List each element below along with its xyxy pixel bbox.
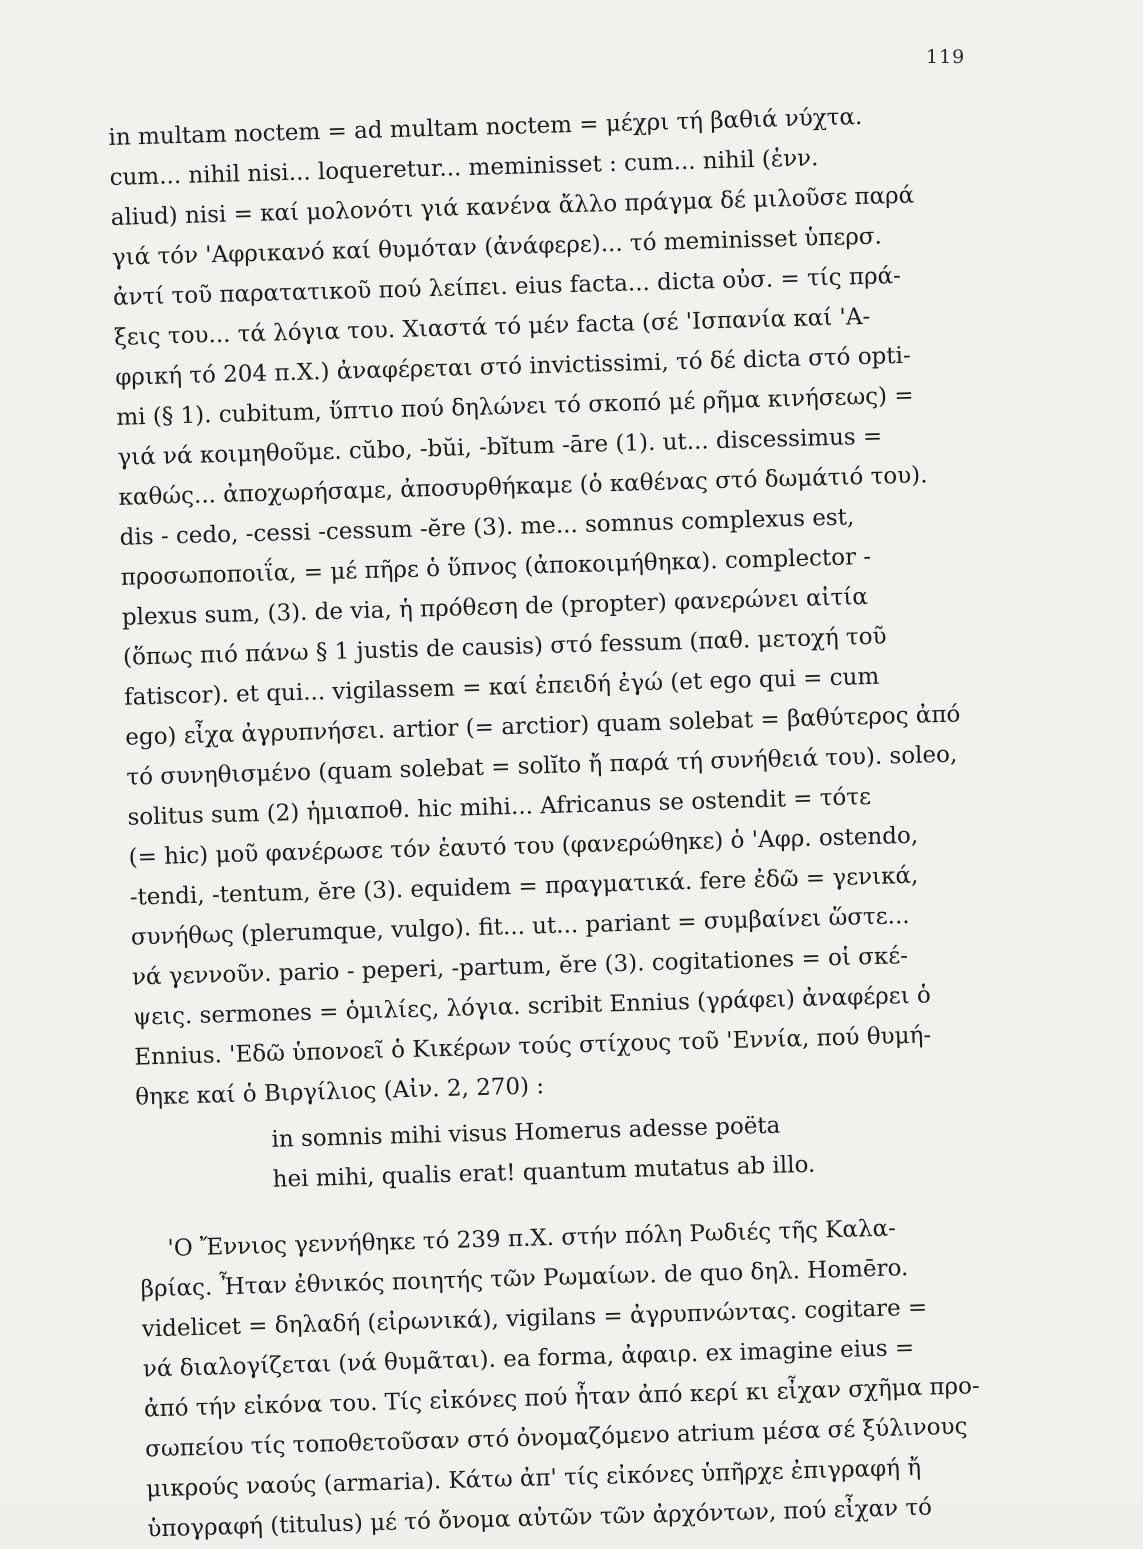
body-text bbox=[108, 93, 1036, 1549]
text-line: γιά νά κοιμηθοῦμε. cŭbo, -bŭi, -bĭtum -āre (1). ut... discessimus = bbox=[117, 423, 883, 471]
verse-line: hei mihi, qualis erat! quantum mutatus ab illo. bbox=[272, 1151, 816, 1193]
verse-line: in somnis mihi visus Homerus adesse poëta bbox=[271, 1112, 781, 1153]
text-line: dis - cedo, -cessi -cessum -ĕre (3). me... somnus complexus est, bbox=[119, 504, 855, 551]
text-line: συνήθως (plerumque, vulgo). fit... ut... pariant = συμβαίνει ὥστε... bbox=[130, 902, 910, 951]
text-line: aliud) nisi = καί μολονότι γιά κανένα ἄλλο πράγμα δέ μιλοῦσε παρά bbox=[110, 182, 915, 231]
text-line: μικρούς ναούς (armaria). Κάτω ἀπ' τίς εἰκόνες ὑπῆρχε ἐπιγραφή ἤ bbox=[145, 1454, 922, 1503]
text-line: ὑπογραφή (titulus) μέ τό ὄνομα αὐτῶν τῶν ἀρχόντων, πού εἶχαν τό bbox=[147, 1494, 933, 1543]
text-line: ἀντί τοῦ παρατατικοῦ πού λείπει. eius facta... dicta οὐσ. = τίς πρά- bbox=[112, 262, 902, 311]
text-line: (ὅπως πιό πάνω § 1 justis de causis) στό fessum (παθ. μετοχή τοῦ bbox=[122, 623, 887, 671]
text-line: ego) εἶχα ἀγρυπνήσει. artior (= arctior) quam solebat = βαθύτερος ἀπό bbox=[124, 701, 961, 751]
text-line: βρίας. Ἦταν ἐθνικός ποιητής τῶν Ρωμαίων. de quo δηλ. Homēro. bbox=[140, 1255, 909, 1303]
text-line: φρική τό 204 π.Χ.) ἀναφέρεται στό invictissimi, τό δέ dicta στό opti- bbox=[114, 342, 912, 391]
text-line: plexus sum, (3). de via, ἡ πρόθεση de (propter) φανερώνει αἰτία bbox=[121, 583, 869, 631]
text-line: ψεις. sermones = ὁμιλίες, λόγια. scribit Ennius (γράφει) ἀναφέρει ὁ bbox=[132, 982, 932, 1031]
text-line: σωπείου τίς τοποθετοῦσαν στό ὀνομαζόμενο atrium μέσα σέ ξύλινους bbox=[144, 1413, 968, 1463]
text-line: in multam noctem = ad multam noctem = μέχρι τή βαθιά νύχτα. bbox=[108, 103, 863, 151]
text-line: solitus sum (2) ἡμιαποθ. hic mihi... Africanus se ostendit = τότε bbox=[127, 783, 872, 831]
text-line: 'Ο Ἔννιος γεννήθηκε τό 239 π.Χ. στήν πόλη Ρωδιές τῆς Καλα- bbox=[167, 1215, 897, 1262]
text-line: νά διαλογίζεται (νά θυμᾶται). ea forma, ἀφαιρ. ex imagine eius = bbox=[142, 1334, 915, 1383]
ennius-paragraph bbox=[139, 1205, 1036, 1549]
text-line: γιά τόν 'Αφρικανό καί θυμόταν (ἀνάφερε)... τό meminisset ὑπερσ. bbox=[111, 223, 883, 271]
verse-quote bbox=[136, 1099, 1026, 1204]
text-line: Ennius. 'Εδῶ ὑπονοεῖ ὁ Κικέρων τούς στίχους τοῦ 'Εννία, πού θυμή- bbox=[133, 1022, 932, 1071]
text-line: νά γεννοῦν. pario - peperi, -partum, ĕre (3). cogitationes = οἱ σκέ- bbox=[131, 942, 909, 991]
text-line: fatiscor). et qui... vigilassem = καί ἐπειδή ἐγώ (et ego qui = cum bbox=[123, 663, 880, 711]
text-line: videlicet = δηλαδή (εἰρωνικά), vigilans = ἀγρυπνώντας. cogitare = bbox=[141, 1294, 928, 1343]
text-line: προσωποποιΐα, = μέ πῆρε ὁ ὕπνος (ἀποκοιμήθηκα). complector - bbox=[120, 543, 872, 591]
text-line: -tendi, -tentum, ĕre (3). equidem = πραγματικά. fere ἐδῶ = γενικά, bbox=[129, 862, 919, 911]
text-line: (= hic) μοῦ φανέρωσε τόν ἑαυτό του (φανερώθηκε) ὁ 'Αφρ. ostendo, bbox=[128, 822, 919, 871]
text-line: cum... nihil nisi... loqueretur... meminisset : cum... nihil (ἐνν. bbox=[109, 145, 819, 191]
text-line: θηκε καί ὁ Βιργίλιος (Αἰν. 2, 270) : bbox=[135, 1073, 545, 1111]
text-line: ἀπό τήν εἰκόνα του. Τίς εἰκόνες πού ἦταν ἀπό κερί κι εἶχαν σχῆμα προ- bbox=[143, 1373, 981, 1423]
page-number: 119 bbox=[926, 46, 966, 68]
text-line: mi (§ 1). cubitum, ὕπτιο πού δηλώνει τό σκοπό μέ ρῆμα κινήσεως) = bbox=[116, 382, 914, 431]
text-line: ξεις του... τά λόγια του. Χιαστά τό μέν facta (σέ 'Ισπανία καί 'Α- bbox=[113, 303, 871, 351]
commentary-paragraph bbox=[108, 93, 1024, 1117]
text-line: τό συνηθισμένο (quam solebat = solĭto ἤ παρά τή συνήθειά του). soleo, bbox=[126, 741, 958, 791]
text-line: καθώς... ἀποχωρήσαμε, ἀποσυρθήκαμε (ὁ καθένας στό δωμάτιό του). bbox=[118, 462, 928, 511]
